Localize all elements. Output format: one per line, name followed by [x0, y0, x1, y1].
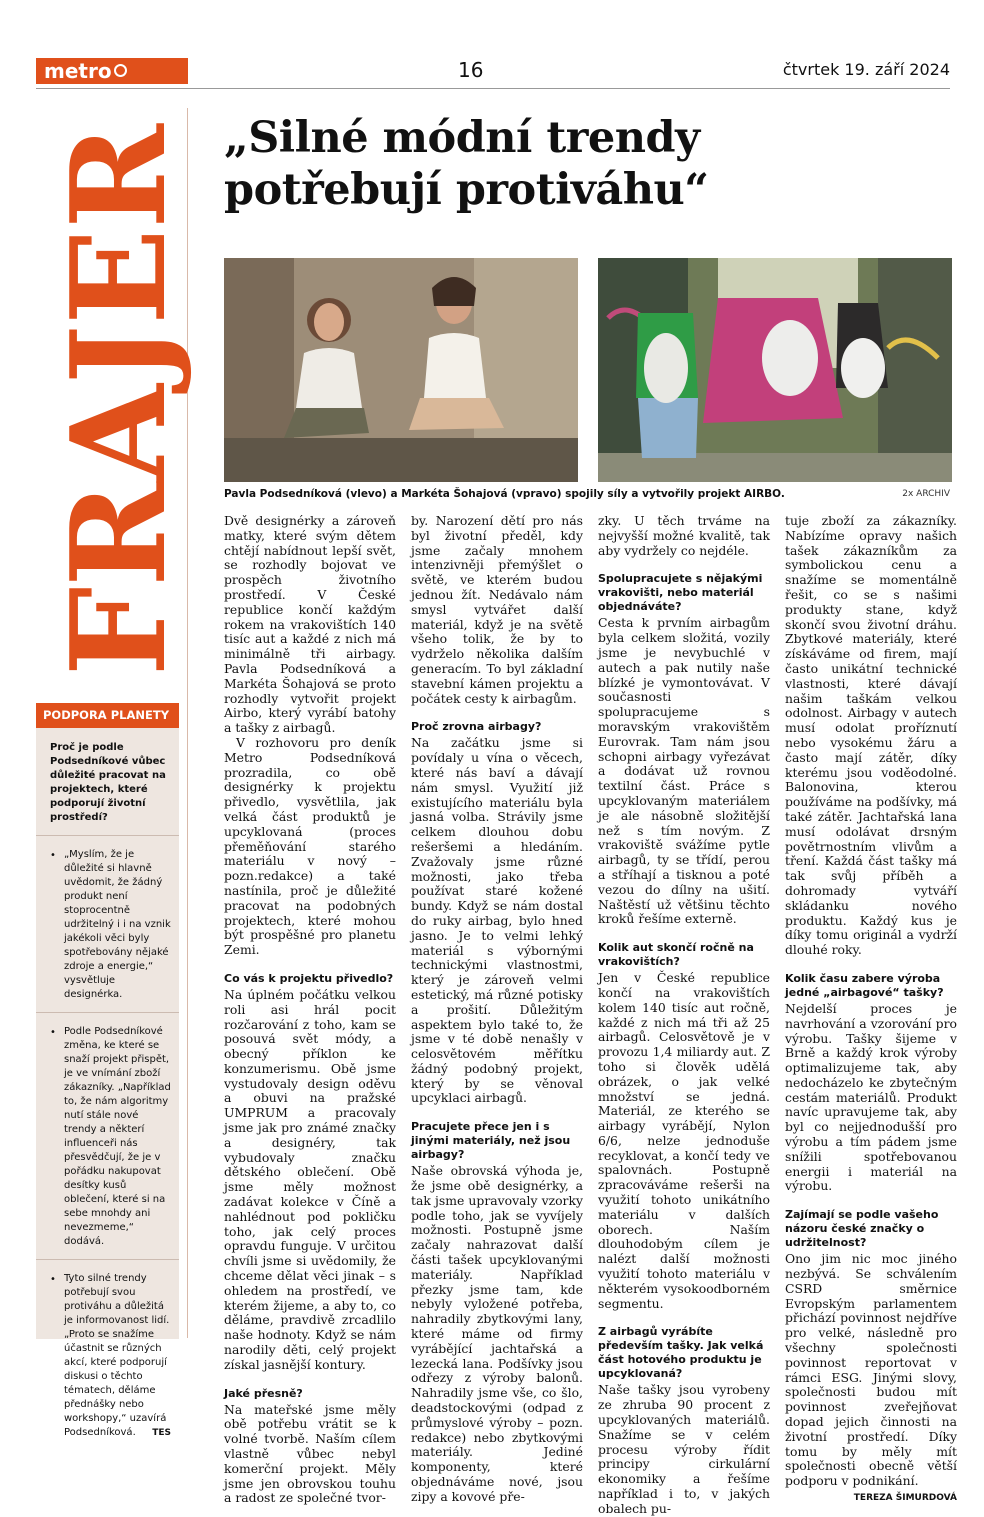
headline: „Silné módní trendy potřebují protiváhu“: [224, 113, 709, 215]
section-label-text: FRAJER: [42, 106, 195, 676]
logo-text: metro: [44, 59, 112, 83]
interview-answer: Na mateřské jsme měly obě potřebu vrátit se k volné tvorbě. Naším cílem vlastně vůbec nebyl komerční projekt. Měly jsme jen obrovskou touhu a radost ze společné tvor-: [224, 1401, 396, 1506]
interview-question: Jaké přesně?: [224, 1386, 303, 1400]
sidebar-box: [36, 703, 179, 1438]
interview-question: Kolik aut skončí ročně na vrakovištích?: [598, 941, 754, 969]
interview-answer: Naše obrovská výhoda je, že jsme obě designérky, a tak jsme upravovaly vzorky podle toho, jak se vyvíjely možnosti. Postupně jsme začaly nahrazovat další části tašek upcyklovanými materiály. Například přezky jsme tam, kde nebyly vyložené potřeba, nahradily zbytkovými lany, které máme od firmy vyrábějící jachtařská a lezecká lana. Podšívky jsou odřezy z výroby balonů. Nahradily jsme vše, co šlo, deadstockovými (odpad z průmyslové výroby – pozn. redakce) nebo zbytkovými materiály. Jediné komponenty, které objednáváme nové, jsou zipy a kovové pře-: [411, 1163, 583, 1504]
interview-question: Co vás k projektu přivedlo?: [224, 971, 394, 985]
article-paragraph: by. Narození dětí pro nás byl životní předěl, kdy jsme začaly mnohem intenzivněji přemýšlet o světě, ve kterém budou jednou žít. Nedávalo nám smysl vytvářet další materiál, když je na světě všeho tolik, že by to vydrželo několika dalším generacím. To byl základní stavební kámen projektu a počátek cesty k airbagům.: [411, 513, 583, 706]
photo-caption: Pavla Podsedníková (vlevo) a Markéta Šohajová (vpravo) spojily síly a vytvořily projekt AIRBO.: [224, 488, 785, 500]
sidebar-item-text: „Myslím, že je důležité si hlavně uvědomit, že žádný produkt není stoprocentně udržitelný i i na vznik jakékoli věci byly spotřebovány nějaké zdroje a energie,“ vysvětluje designérka.: [64, 849, 171, 1000]
photo-designers-graphic: [224, 258, 578, 482]
interview-question: Spolupracujete s nějakými vrakovišti, nebo materiál objednáváte?: [598, 572, 763, 614]
bullet-icon: •: [50, 1274, 56, 1285]
article-paragraph: zky. U těch trváme na nejvyšší možné kvalitě, tak aby vydržely co nejdéle.: [598, 513, 770, 558]
sidebar-item: [36, 1259, 179, 1450]
interview-answer: Na začátku jsme si povídaly u vína o věcech, které nás baví a dávají nám smysl. Využití již existujícího materiálu byla jasná volba. Strávily jsme celkem dlouhou dobu rešeršemi a hledáním. Zvažovaly jsme různé možnosti, jako třeba používat staré kožené bundy. Když se nám dostal do ruky airbag, bylo hned jasno. Je to velmi lehký materiál s výbornými technickými vlastnostmi, který je zároveň velmi estetický, má různé potisky a prošití. Důležitým aspektem bylo také to, že jsme v té době nenašly v celosvětovém měřítku žádný podobný projekt, který by se věnoval upcyklaci airbagů.: [411, 735, 583, 1106]
article-column-4: [785, 514, 957, 1506]
interview-answer: Jen v České republice končí na vrakovištích kolem 140 tisíc aut ročně, každé z nich má tři až 25 airbagů. Celosvětově je v provozu 1,4 miliardy aut. Z toho si člověk udělá obrázek, o jak velké množství se jedná. Materiál, ze kterého se airbagy vyrábějí, Nylon 6/6, nelze jednoduše recyklovat, a končí tedy ve spalovnách. Postupně zpracováváme rešerši na využití tohoto unikátního materiálu v dalších oborech. Naším dlouhodobým cílem je nalézt další možnosti využití tohoto materiálu v některém vysokoodborném segmentu.: [598, 970, 770, 1311]
photo-bags-graphic: [598, 258, 952, 482]
article-paragraph: tuje zboží za zákazníky. Nabízíme opravy našich tašek zákazníkům za symbolickou cenu a snažíme se momentálně řešit, co se s našimi produkty stane, když skončí svou životní dráhu. Zbytkové materiály, které získáváme od firem, mají často unikátní technické vlastnosti, které dávají našim taškám velkou odolnost. Airbagy v autech musí odolat proříznutí nebo vysokému žáru a často mají zátěr, díky kterému jsou voděodolné. Balonovina, kterou používáme na podšívky, má také zátěr. Jachtařská lana musí odolávat drsným povětrnostním vlivům a tření. Každá část tašky má tak svůj příběh a dohromady vytváří skládanku nového produktu. Každý kus je díky tomu originál a vydrží dlouhé roky.: [785, 513, 957, 958]
issue-date: čtvrtek 19. září 2024: [782, 60, 950, 79]
interview-answer: Cesta k prvním airbagům byla celkem složitá, vozily jsme je nevybuchlé v autech a pak nutily naše blízké je vymontovávat. V současnosti spolupracujeme s moravským vrakovištěm Eurovrak. Tam nám jsou schopni airbagy vyřezávat a dodávat už rovnou textilní část. Práce s upcyklovaným materiálem je ale násobně složitější než s tím novým. Z vrakoviště svážíme pytle airbagů, ty se třídí, perou a stříhají a tisknou a poté vezou do dílny na ušití. Naštěstí už většinu těchto kroků řešíme externě.: [598, 615, 770, 927]
sidebar-item-text: Tyto silné trendy potřebují svou protiváhu a důležitá je informovanost lidí. „Proto se snažíme účastnit se různých akcí, které podporují diskusi o těchto tématech, děláme přednášky nebo workshopy,“ uzavírá Podsedníková.: [64, 1273, 170, 1438]
interview-answer: Na úplném počátku velkou roli asi hrál pocit rozčarování z toho, kam se posouvá svět módy, a obecný příklon ke konzumerismu. Obě jsme vystudovaly design oděvu a obuvi na pražské UMPRUM a pracovaly jsme jak pro známé značky a designéry, tak vybudovaly značku dětského oblečení. Obě jsme měly možnost zadávat kolekce v Číně a nahlédnout pod pokličku toho, jak celý proces opravdu funguje. V určitou chvíli jsme si uvědomily, že chceme dělat věci jinak – s ohledem na prostředí, ve kterém žijeme, a aby to, co děláme, pravdivě zrcadlilo naše hodnoty. Když se nám narodily děti, celý projekt získal jasnější kontury.: [224, 986, 396, 1372]
page-header: [36, 58, 950, 86]
interview-answer: Nejdelší proces je navrhování a vzorování pro výrobu. Tašky šijeme v Brně a každý krok výroby optimalizujeme tak, aby nedocházelo ke zbytečným cestám materiálů. Produkt navíc upravujeme tak, aby byl co nejjednodušší pro výrobu a tím pádem jsme snížili spotřebovanou energii i materiál na výrobu.: [785, 1000, 957, 1194]
interview-question: Pracujete přece jen i s jinými materiály, než jsou airbagy?: [411, 1120, 571, 1162]
sidebar-item: [36, 835, 179, 1012]
sidebar-item: [36, 1012, 179, 1259]
article-column-3: [598, 514, 770, 1517]
interview-question: Zajímají se podle vašeho názoru české značky o udržitelnost?: [785, 1208, 939, 1250]
sidebar-title: PODPORA PLANETY: [36, 703, 179, 728]
section-label: [36, 106, 195, 680]
author-signature: TEREZA ŠIMURDOVÁ: [853, 1493, 957, 1504]
photo-bags: [598, 258, 952, 482]
article-paragraph: V rozhovoru pro deník Metro Podsedníková prozradila, co obě designérky k projektu přivedlo, vysvětlila, jak velká část produktů je upcyklovaná (proces přeměňování starého materiálu v nový – pozn.redakce) a také nastínila, proč je důležité pracovat na podobných projektech, které mohou být prospěšné pro planetu Zemi.: [224, 734, 396, 958]
photo-designers: [224, 258, 578, 482]
sidebar-item-text: Podle Podsedníkové změna, ke které se snaží projekt přispět, je ve vnímání zboží zákazníky. „Například to, že nám algoritmy nutí stále nové trendy a některí influenceři nás přesvědčují, že je v pořádku nakupovat desítky kusů oblečení, které si na sebe mnohdy ani nevezmeme,“ dodává.: [64, 1026, 171, 1247]
article-column-1: [224, 514, 396, 1506]
photo-credit: 2x ARCHIV: [902, 489, 950, 499]
interview-question: Z airbagů vyrábíte především tašky. Jak velká část hotového produktu je upcyklovaná?: [598, 1325, 764, 1381]
interview-answer: Naše tašky jsou vyrobeny ze zhruba 90 procent z upcyklovaných materiálů. Snažíme se v celém procesu výroby řídit principy cirkulární ekonomiky a řešíme například i to, v jakých obalech pu-: [598, 1382, 770, 1516]
header-divider: [36, 88, 950, 89]
sidebar-intro: Proč je podle Podsedníkové vůbec důležité pracovat na projektech, které podporují životní prostředí?: [50, 742, 166, 823]
interview-answer: Ono jim nic moc jiného nezbývá. Se schválením CSRD směrnice Evropským parlamentem přichází povinnost nejdříve pro velké, následně pro všechny společnosti povinnost reportovat v rámci ESG. Jinými slovy, společnosti budou mít povinnost zveřejňovat dopad jejich činnosti na životní prostředí. Díky tomu by měly mít společnosti obecně větší podporu v podnikání.: [785, 1251, 957, 1489]
globe-icon: [114, 64, 127, 77]
article-paragraph: Dvě designérky a zároveň matky, které svým dětem chtějí nabídnout lepší svět, se rozhodly bojovat ve prospěch životního prostředí. V České republice končí každým rokem na vrakovištích 140 tisíc aut a každé z nich má minimálně tři airbagy. Pavla Podsedníková a Markéta Šohajová se proto rozhodly vytvořit projekt Airbo, který vyrábí batohy a tašky z airbagů.: [224, 513, 396, 736]
interview-question: Proč zrovna airbagy?: [411, 720, 542, 734]
section-label-graphic: [36, 106, 195, 680]
interview-question: Kolik času zabere výroba jedné „airbagové“ tašky?: [785, 971, 944, 999]
page-number: 16: [458, 58, 484, 82]
bullet-icon: •: [50, 1027, 56, 1038]
sidebar-signature: TES: [152, 1428, 171, 1438]
metro-logo: [36, 58, 188, 84]
article-column-2: [411, 514, 583, 1505]
bullet-icon: •: [50, 850, 56, 861]
